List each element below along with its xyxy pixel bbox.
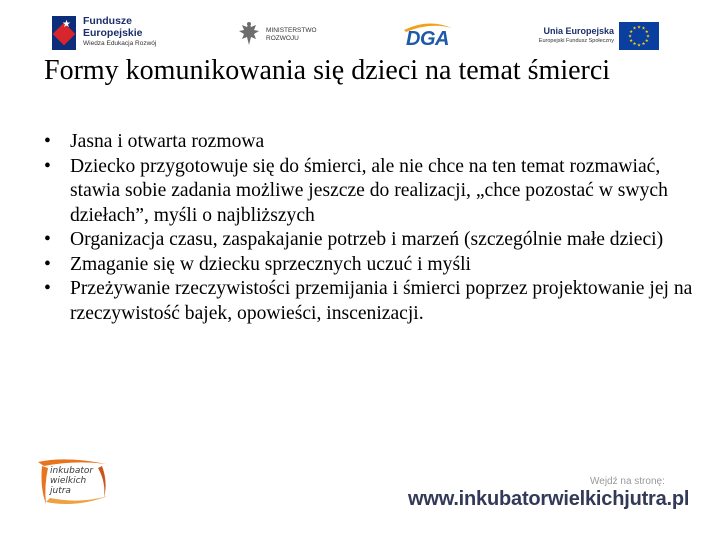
svg-text:★: ★	[629, 29, 634, 35]
unia-europejska-logo	[526, 20, 666, 54]
svg-text:★: ★	[632, 26, 637, 32]
svg-text:★: ★	[645, 34, 651, 40]
inkubator-line2: wielkich	[50, 476, 87, 486]
eagle-emblem-icon	[236, 20, 262, 48]
svg-text:★: ★	[644, 29, 649, 35]
fe-logo-line3: Wiedza Edukacja Rozwój	[83, 40, 157, 47]
inkubator-wielkich-jutra-logo	[36, 458, 110, 508]
bullet-item: • Dziecko przygotowuje się do śmierci, ale nie chce na ten temat rozmawiać, stawia sobie zadania możliwe jeszcze do realizacji, „chce pozostać w swych dziełach”, myśli o najbliższych	[44, 155, 694, 229]
svg-text:★: ★	[629, 38, 634, 44]
fe-logo-line1: Fundusze	[83, 15, 132, 27]
ue-logo-line1: Unia Europejska	[543, 26, 614, 36]
svg-text:★: ★	[636, 43, 642, 49]
bullet-item: • Organizacja czasu, zaspakajanie potrzeb i marzeń (szczególnie małe dzieci)	[44, 228, 694, 253]
fe-flag-icon: ★	[52, 16, 76, 50]
ministerstwo-rozwoju-logo	[236, 20, 332, 50]
ministry-line2: ROZWOJU	[266, 35, 299, 42]
svg-text:★: ★	[641, 26, 646, 32]
inkubator-line3: jutra	[50, 486, 71, 496]
inkubator-line1: inkubator	[50, 466, 94, 476]
ue-logo-line2: Europejski Fundusz Społeczny	[538, 38, 614, 44]
svg-text:★: ★	[644, 38, 649, 44]
svg-text:★: ★	[641, 42, 646, 48]
visit-label: Wejdź na stronę:	[590, 476, 665, 487]
svg-text:★: ★	[632, 42, 637, 48]
bullet-item: • Jasna i otwarta rozmowa	[44, 130, 694, 155]
logo-bar	[0, 0, 720, 62]
fe-logo-line2: Europejskie	[83, 27, 143, 39]
svg-text:★: ★	[636, 25, 642, 31]
dga-logo	[400, 20, 456, 52]
bullet-item: • Przeżywanie rzeczywistości przemijania i śmierci poprzez projektowanie jej na rzeczywistość bajek, opowieści, inscenizacji.	[44, 277, 694, 326]
website-link[interactable]: www.inkubatorwielkichjutra.pl	[408, 488, 690, 510]
slide-title: Formy komunikowania się dzieci na temat śmierci	[44, 55, 611, 86]
bullet-item: • Zmaganie się w dziecku sprzecznych uczuć i myśli	[44, 253, 694, 278]
svg-text:★: ★	[627, 34, 633, 40]
eu-flag-icon	[619, 22, 659, 50]
ministry-line1: MINISTERSTWO	[266, 27, 317, 34]
dga-logo-text: DGA	[406, 28, 449, 50]
bullet-list	[44, 130, 694, 326]
fundusze-europejskie-logo	[52, 14, 172, 54]
